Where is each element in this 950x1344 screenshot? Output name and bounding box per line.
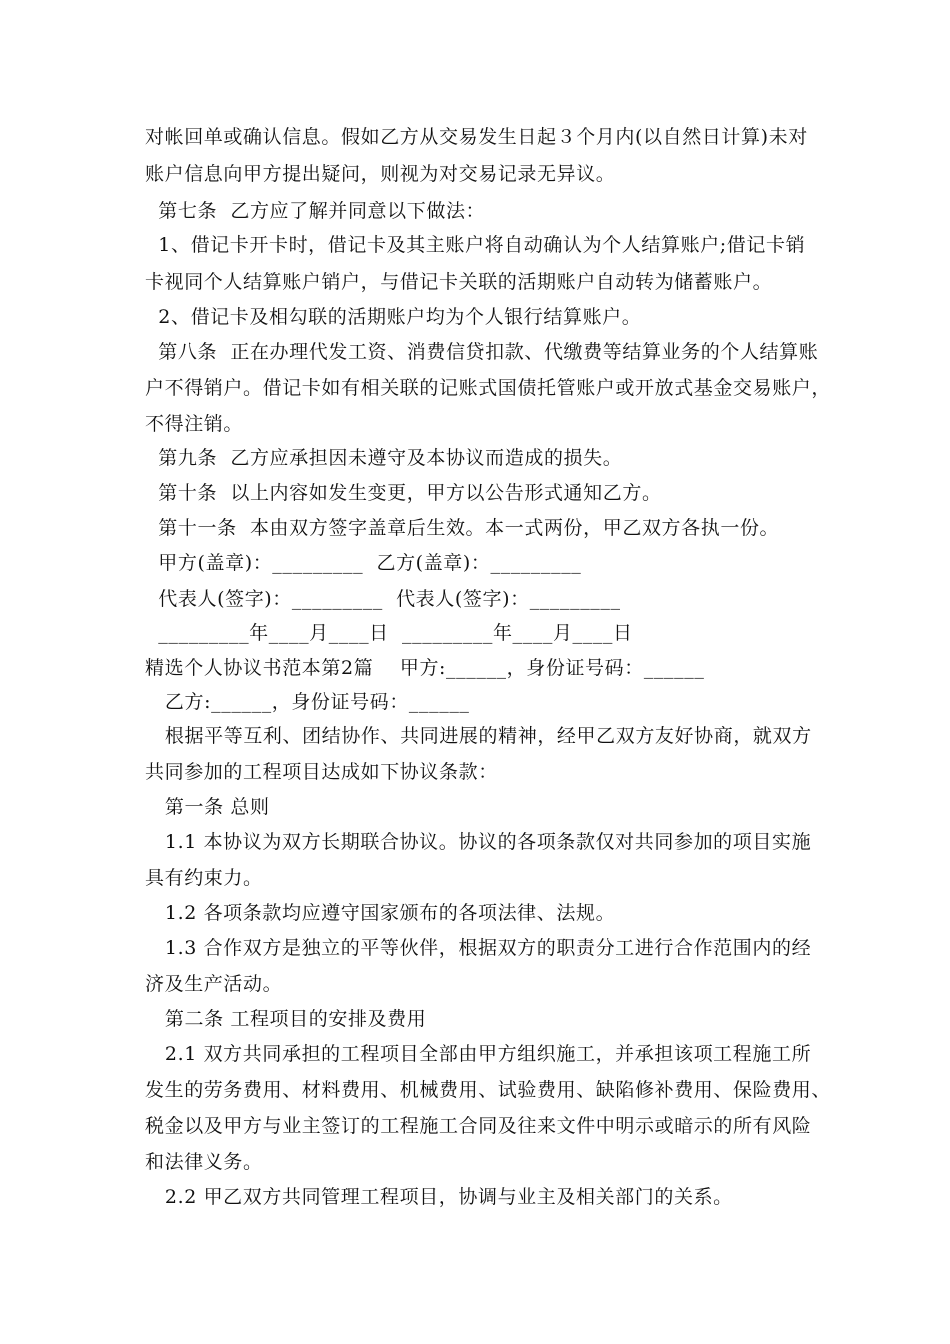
text-line: 户不得销户。借记卡如有相关联的记账式国债托管账户或开放式基金交易账户， xyxy=(145,377,832,399)
text-line: 不得注销。 xyxy=(145,413,244,435)
text-line: 济及生产活动。 xyxy=(145,973,283,995)
party-b-line: 乙方:______，身份证号码：______ xyxy=(145,691,470,713)
date-line: _________年____月____日 _________年____月____日 xyxy=(145,622,633,644)
article-10-heading: 第十条 以上内容如发生变更，甲方以公告形式通知乙方。 xyxy=(145,482,662,504)
text-line: 和法律义务。 xyxy=(145,1151,263,1173)
text-line: 1.2 各项条款均应遵守国家颁布的各项法律、法规。 xyxy=(145,902,616,924)
signature-line: 代表人(签字)：_________ 代表人(签字)：_________ xyxy=(145,588,621,610)
text-line: 1、借记卡开卡时，借记卡及其主账户将自动确认为个人结算账户;借记卡销 xyxy=(145,234,806,256)
second-agreement-title: 精选个人协议书范本第2篇 甲方:______，身份证号码：______ xyxy=(145,657,705,679)
text-line: 2、借记卡及相勾联的活期账户均为个人银行结算账户。 xyxy=(145,306,642,328)
text-line: 共同参加的工程项目达成如下协议条款： xyxy=(145,761,498,783)
text-line: 根据平等互利、团结协作、共同进展的精神，经甲乙双方友好协商，就双方 xyxy=(145,725,812,747)
section-1-heading: 第一条 总则 xyxy=(145,796,270,818)
text-line: 1.1 本协议为双方长期联合协议。协议的各项条款仅对共同参加的项目实施 xyxy=(145,831,812,853)
text-line: 2.1 双方共同承担的工程项目全部由甲方组织施工，并承担该项工程施工所 xyxy=(145,1043,812,1065)
seal-line: 甲方(盖章)：_________ 乙方(盖章)：_________ xyxy=(145,552,582,574)
article-11-heading: 第十一条 本由双方签字盖章后生效。本一式两份，甲乙双方各执一份。 xyxy=(145,517,780,539)
article-7-heading: 第七条 乙方应了解并同意以下做法： xyxy=(145,200,486,222)
text-line: 具有约束力。 xyxy=(145,867,263,889)
text-line: 卡视同个人结算账户销户，与借记卡关联的活期账户自动转为储蓄账户。 xyxy=(145,271,773,293)
section-2-heading: 第二条 工程项目的安排及费用 xyxy=(145,1008,427,1030)
text-line: 2.2 甲乙双方共同管理工程项目，协调与业主及相关部门的关系。 xyxy=(145,1186,733,1208)
article-9-heading: 第九条 乙方应承担因未遵守及本协议而造成的损失。 xyxy=(145,447,623,469)
text-line: 税金以及甲方与业主签订的工程施工合同及往来文件中明示或暗示的所有风险 xyxy=(145,1115,812,1137)
text-line: 发生的劳务费用、材料费用、机械费用、试验费用、缺陷修补费用、保险费用、 xyxy=(145,1079,832,1101)
text-line: 1.3 合作双方是独立的平等伙伴，根据双方的职责分工进行合作范围内的经 xyxy=(145,937,812,959)
article-8-heading: 第八条 正在办理代发工资、消费信贷扣款、代缴费等结算业务的个人结算账 xyxy=(145,341,819,363)
text-line: 账户信息向甲方提出疑问，则视为对交易记录无异议。 xyxy=(145,163,616,185)
text-line: 对帐回单或确认信息。假如乙方从交易发生日起３个月内(以自然日计算)未对 xyxy=(145,126,808,148)
